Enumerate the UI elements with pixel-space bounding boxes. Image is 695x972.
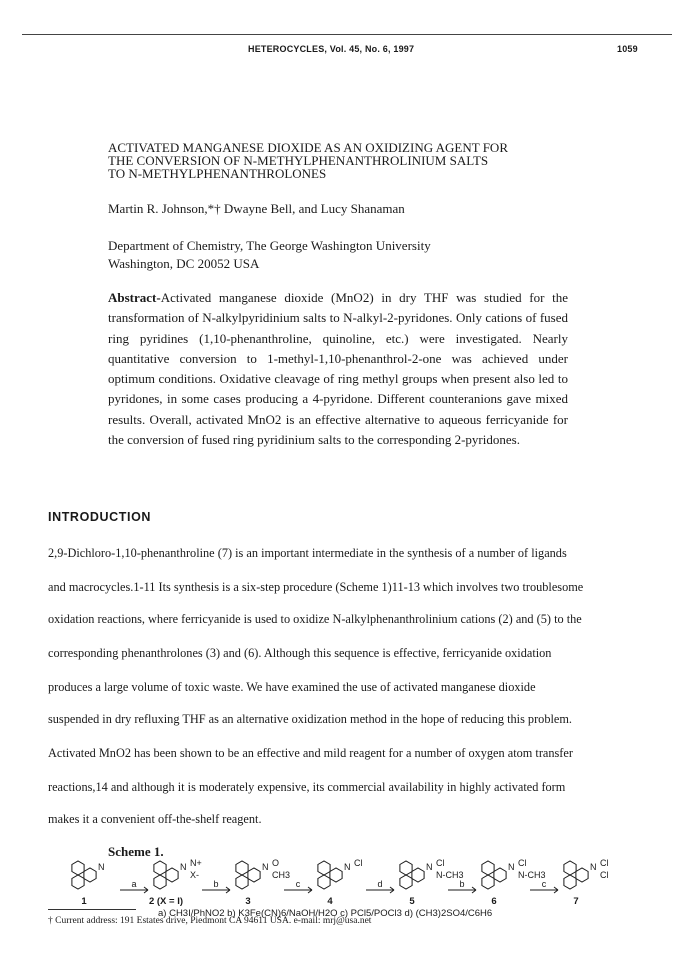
- compound-3-ring: [236, 861, 248, 875]
- atom-label-n: N: [180, 862, 187, 872]
- atom-label-o: O: [272, 858, 280, 868]
- affiliation-line: Department of Chemistry, The George Washington University: [108, 238, 431, 253]
- abstract-label: Abstract-: [108, 290, 161, 305]
- compound-number: 4: [327, 896, 333, 907]
- compound-5-ring: [400, 861, 412, 875]
- atom-label-n_ch3: N-CH3: [518, 870, 546, 880]
- intro-line: makes it a convenient off-the-shelf reagent.: [48, 812, 262, 826]
- compound-number: 2 (X = I): [148, 896, 184, 907]
- compound-number: 1: [81, 896, 87, 907]
- scheme-svg: [48, 858, 648, 918]
- compound-2-ring: [154, 861, 166, 875]
- atom-label-n_ch3: N-CH3: [436, 870, 464, 880]
- atom-label-n: N: [426, 862, 433, 872]
- arrow-label: c: [295, 879, 301, 889]
- compound-number: 3: [245, 896, 251, 907]
- compound-6-ring: [482, 875, 494, 889]
- compound-7-ring: [564, 861, 576, 875]
- footnote-rule: [48, 909, 136, 910]
- atom-label-cl: Cl: [436, 858, 445, 868]
- scheme-reagents: a) CH3I/PhNO2 b) K3Fe(CN)6/NaOH/H2O c) PCl5/POCl3 d) (CH3)2SO4/C6H6: [158, 908, 493, 918]
- compound-2-ring: [166, 868, 178, 882]
- intro-line: Activated MnO2 has been shown to be an effective and mild reagent for a number of oxygen atom transfer: [48, 746, 573, 760]
- paper-title: [108, 141, 568, 180]
- compound-6-ring: [494, 868, 506, 882]
- atom-label-n: N: [344, 862, 351, 872]
- compound-number: 7: [573, 896, 579, 907]
- atom-label-cl: Cl: [354, 858, 363, 868]
- compound-1-ring: [72, 861, 84, 875]
- arrow-label: c: [541, 879, 547, 889]
- atom-label-counterion: X-: [190, 870, 199, 880]
- atom-label-n_plus: N+: [190, 858, 202, 868]
- atom-label-n: N: [262, 862, 269, 872]
- header-top-rule: [22, 34, 672, 35]
- compound-7-ring: [564, 875, 576, 889]
- compound-6-ring: [482, 861, 494, 875]
- arrow-label: b: [213, 879, 219, 889]
- arrow-label: a: [131, 879, 137, 889]
- atom-label-n: N: [590, 862, 597, 872]
- affiliation-line: Washington, DC 20052 USA: [108, 256, 260, 271]
- abstract: [108, 288, 568, 450]
- section-heading: INTRODUCTION: [48, 510, 152, 524]
- intro-line: 2,9-Dichloro-1,10-phenanthroline (7) is an important intermediate in the synthesis of a number of ligands: [48, 546, 567, 560]
- title-line: THE CONVERSION OF N-METHYLPHENANTHROLINIUM SALTS: [108, 153, 489, 168]
- page-number: 1059: [617, 44, 638, 54]
- arrow-label: b: [459, 879, 465, 889]
- authors: Martin R. Johnson,*† Dwayne Bell, and Lucy Shanaman: [108, 201, 405, 216]
- intro-line: produces a large volume of toxic waste. We have examined the use of activated manganese dioxide: [48, 680, 536, 694]
- affiliation: [108, 237, 431, 273]
- title-line: ACTIVATED MANGANESE DIOXIDE AS AN OXIDIZING AGENT FOR: [108, 140, 508, 155]
- atom-label-cl: Cl: [600, 870, 609, 880]
- footnote: † Current address: 191 Estates drive, Piedmont CA 94611 USA. e-mail: mrj@usa.net: [48, 916, 372, 926]
- compound-1-ring: [84, 868, 96, 882]
- compound-5-ring: [400, 875, 412, 889]
- atom-label-cl: Cl: [600, 858, 609, 868]
- compound-4-ring: [318, 861, 330, 875]
- compound-3-ring: [248, 868, 260, 882]
- compound-7-ring: [576, 868, 588, 882]
- journal-header: HETEROCYCLES, Vol. 45, No. 6, 1997: [248, 44, 415, 54]
- compound-number: 6: [491, 896, 497, 907]
- compound-4-ring: [318, 875, 330, 889]
- compound-1-ring: [72, 875, 84, 889]
- scheme-title: Scheme 1.: [108, 844, 164, 859]
- atom-label-n: N: [98, 862, 105, 872]
- title-line: TO N-METHYLPHENANTHROLONES: [108, 166, 327, 181]
- atom-label-ch3: CH3: [272, 870, 291, 880]
- compound-3-ring: [236, 875, 248, 889]
- arrow-label: d: [377, 879, 383, 889]
- abstract-text: Activated manganese dioxide (MnO2) in dry THF was studied for the transformation of N-alkylpyridinium salts to N-alkyl-2-pyridones. Only cations of fused ring pyridines (1,10-phenanthroline, quinoline, etc.) were investigated. Nearly quantitative conversion to 1-methyl-1,10-phenanthrol-2-one was achieved under optimum conditions. Oxidative cleavage of ring methyl groups when present also led to pyridones, in some cases producing a 4-pyridone. Different counteranions gave mixed results. Overall, activated MnO2 is an effective alternative to aqueous ferricyanide for the conversion of fused ring pyridinium salts to the corresponding 2-pyridones.: [108, 290, 568, 448]
- compound-2-ring: [154, 875, 166, 889]
- scheme-figure: [48, 858, 648, 918]
- intro-line: and macrocycles.1-11 Its synthesis is a six-step procedure (Scheme 1)11-13 which involves two troublesome: [48, 580, 584, 594]
- intro-line: suspended in dry refluxing THF as an alternative oxidization method in the hope of reducing this problem.: [48, 712, 572, 726]
- compound-5-ring: [412, 868, 424, 882]
- atom-label-cl: Cl: [518, 858, 527, 868]
- intro-line: oxidation reactions, where ferricyanide is used to oxidize N-alkylphenanthrolinium cations (2) and (5) to the: [48, 612, 582, 626]
- compound-4-ring: [330, 868, 342, 882]
- atom-label-n: N: [508, 862, 515, 872]
- intro-line: reactions,14 and although it is moderately expensive, its commercial availability in highly activated form: [48, 780, 566, 794]
- compound-number: 5: [409, 896, 415, 907]
- intro-line: corresponding phenanthrolones (3) and (6). Although this sequence is effective, ferricyanide oxidation: [48, 646, 552, 660]
